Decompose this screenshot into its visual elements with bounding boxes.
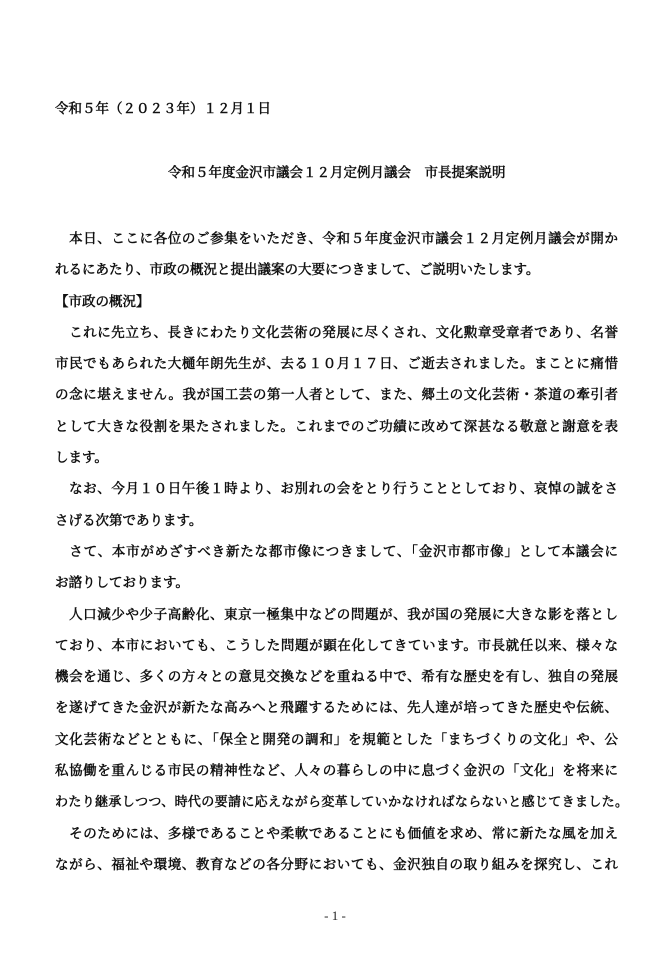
- body-line: ており、本市においても、こうした問題が顕在化してきています。市長就任以来、様々な: [55, 637, 618, 654]
- body-line: れるにあたり、市政の概況と提出議案の大要につきまして、ご説明いたします。: [55, 262, 540, 279]
- body-line: 本日、ここに各位のご参集をいただき、令和５年度金沢市議会１２月定例月議会が開か: [55, 231, 618, 247]
- body-line: 市民でもあられた大樋年朗先生が、去る１０月１７日、ご逝去されました。まことに痛惜: [55, 356, 618, 373]
- body-line: これに先立ち、長きにわたり文化芸術の発展に尽くされ、文化勲章受章者であり、名誉: [55, 324, 618, 341]
- document-body: [55, 224, 630, 881]
- body-line: 私協働を重んじる市民の精神性など、人々の暮らしの中に息づく金沢の「文化」を将来に: [55, 763, 618, 780]
- body-line: 機会を通じ、多くの方々との意見交換などを重ねる中で、希有な歴史を有し、独自の発展: [55, 669, 618, 686]
- body-line: 人口減少や少子高齢化、東京一極集中などの問題が、我が国の発展に大きな影を落とし: [55, 606, 618, 623]
- section-heading: 【市政の概況】: [55, 293, 150, 310]
- body-line: そのためには、多様であることや柔軟であることにも価値を求め、常に新たな風を加え: [55, 825, 618, 842]
- body-line: さげる次第であります。: [55, 512, 203, 529]
- body-line: わたり継承しつつ、時代の要請に応えながら変革していかなければならないと感じてきました。: [55, 795, 628, 811]
- body-line: ながら、福祉や環境、教育などの各分野においても、金沢独自の取り組みを探究し、これ: [55, 856, 618, 873]
- body-line: します。: [55, 450, 108, 467]
- page-number: - 1 -: [324, 908, 346, 923]
- body-line: を遂げてきた金沢が新たな高みへと飛躍するためには、先人達が培ってきた歴史や伝統、: [55, 700, 618, 717]
- body-line: お諮りしております。: [55, 575, 189, 592]
- document-date: 令和５年（２０２３年）１２月１日: [55, 101, 271, 117]
- body-line: なお、今月１０日午後１時より、お別れの会をとり行うこととしており、哀悼の誠をさ: [55, 481, 618, 498]
- body-line: の念に堪えません。我が国工芸の第一人者として、また、郷土の文化芸術・茶道の牽引者: [55, 387, 618, 404]
- body-line: として大きな役割を果たされました。これまでのご功績に改めて深甚なる敬意と謝意を表: [55, 418, 618, 435]
- document-title: 令和５年度金沢市議会１２月定例月議会 市長提案説明: [168, 165, 506, 181]
- body-line: 文化芸術などとともに、「保全と開発の調和」を規範とした「まちづくりの文化」や、公: [55, 731, 618, 748]
- body-line: さて、本市がめざすべき新たな都市像につきまして、「金沢市都市像」として本議会に: [55, 543, 618, 560]
